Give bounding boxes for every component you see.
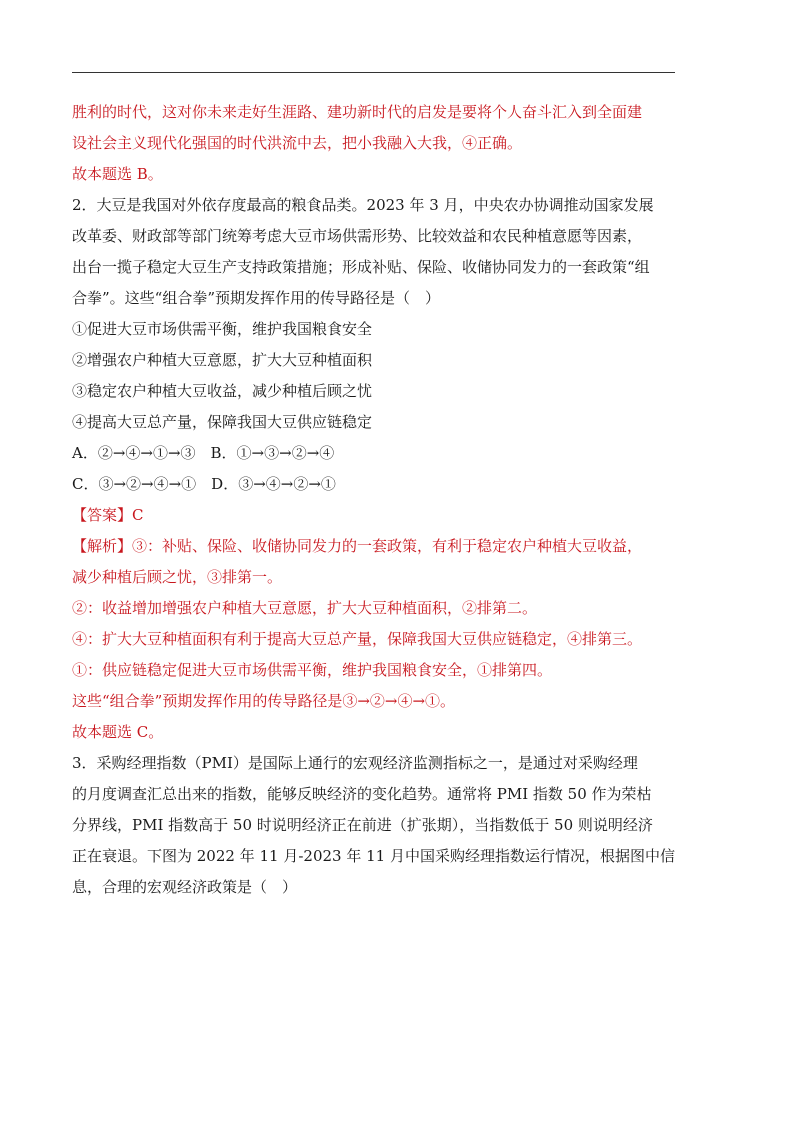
question-2-analysis-line: 减少种植后顾之忧，③排第一。 xyxy=(72,568,283,586)
question-2-stem-line: 合拳”。这些“组合拳”预期发挥作用的传导路径是（ ） xyxy=(72,289,441,307)
question-3-stem-line: 分界线，PMI 指数高于 50 时说明经济正在前进（扩张期），当指数低于 50 则说明经济 xyxy=(72,816,653,834)
question-2 xyxy=(72,190,682,748)
question-3-stem-line: 正在衰退。下图为 2022 年 11 月-2023 年 11 月中国采购经理指数运行情况，根据图中信 xyxy=(72,847,675,865)
question-2-answer: 【答案】C xyxy=(72,506,144,524)
question-3-stem-line: 的月度调查汇总出来的指数，能够反映经济的变化趋势。通常将 PMI 指数 50 作为荣枯 xyxy=(72,785,652,803)
question-2-analysis-line: ②：收益增加增强农户种植大豆意愿，扩大大豆种植面积，②排第二。 xyxy=(72,599,538,617)
question-3-stem-line: 3．采购经理指数（PMI）是国际上通行的宏观经济监测指标之一，是通过对采购经理 xyxy=(72,754,638,772)
question-3 xyxy=(72,748,682,903)
question-2-options: A．②→④→①→③ B．①→③→②→④ xyxy=(72,444,335,462)
question-2-analysis-line: 这些“组合拳”预期发挥作用的传导路径是③→②→④→①。 xyxy=(72,692,456,710)
question-2-item: ③稳定农户种植大豆收益，减少种植后顾之忧 xyxy=(72,382,373,400)
question-2-stem-line: 改革委、财政部等部门统筹考虑大豆市场供需形势、比较效益和农民种植意愿等因素， xyxy=(72,227,643,245)
continuation-conclusion: 故本题选 B。 xyxy=(72,165,163,183)
continuation-line: 胜利的时代，这对你未来走好生涯路、建功新时代的启发是要将个人奋斗汇入到全面建 xyxy=(72,103,643,121)
question-2-stem-line: 2．大豆是我国对外依存度最高的粮食品类。2023 年 3 月，中央农办协调推动国家发展 xyxy=(72,196,654,214)
question-2-item: ①促进大豆市场供需平衡，维护我国粮食安全 xyxy=(72,320,373,338)
header-rule xyxy=(72,72,675,73)
question-2-analysis-line: ④：扩大大豆种植面积有利于提高大豆总产量，保障我国大豆供应链稳定，④排第三。 xyxy=(72,630,643,648)
question-2-conclusion: 故本题选 C。 xyxy=(72,723,164,741)
continuation-line: 设社会主义现代化强国的时代洪流中去，把小我融入大我，④正确。 xyxy=(72,134,523,152)
question-2-item: ④提高大豆总产量，保障我国大豆供应链稳定 xyxy=(72,413,373,431)
question-2-options: C．③→②→④→① D．③→④→②→① xyxy=(72,475,336,493)
question-2-item: ②增强农户种植大豆意愿，扩大大豆种植面积 xyxy=(72,351,373,369)
question-2-analysis-line: 【解析】③：补贴、保险、收储协同发力的一套政策，有利于稳定农户种植大豆收益， xyxy=(72,537,643,555)
question-2-stem-line: 出台一揽子稳定大豆生产支持政策措施；形成补贴、保险、收储协同发力的一套政策“组 xyxy=(72,258,650,276)
question-2-analysis-line: ①：供应链稳定促进大豆市场供需平衡，维护我国粮食安全，①排第四。 xyxy=(72,661,553,679)
question-3-stem-line: 息，合理的宏观经济政策是（ ） xyxy=(72,878,298,896)
document-body xyxy=(72,97,682,903)
